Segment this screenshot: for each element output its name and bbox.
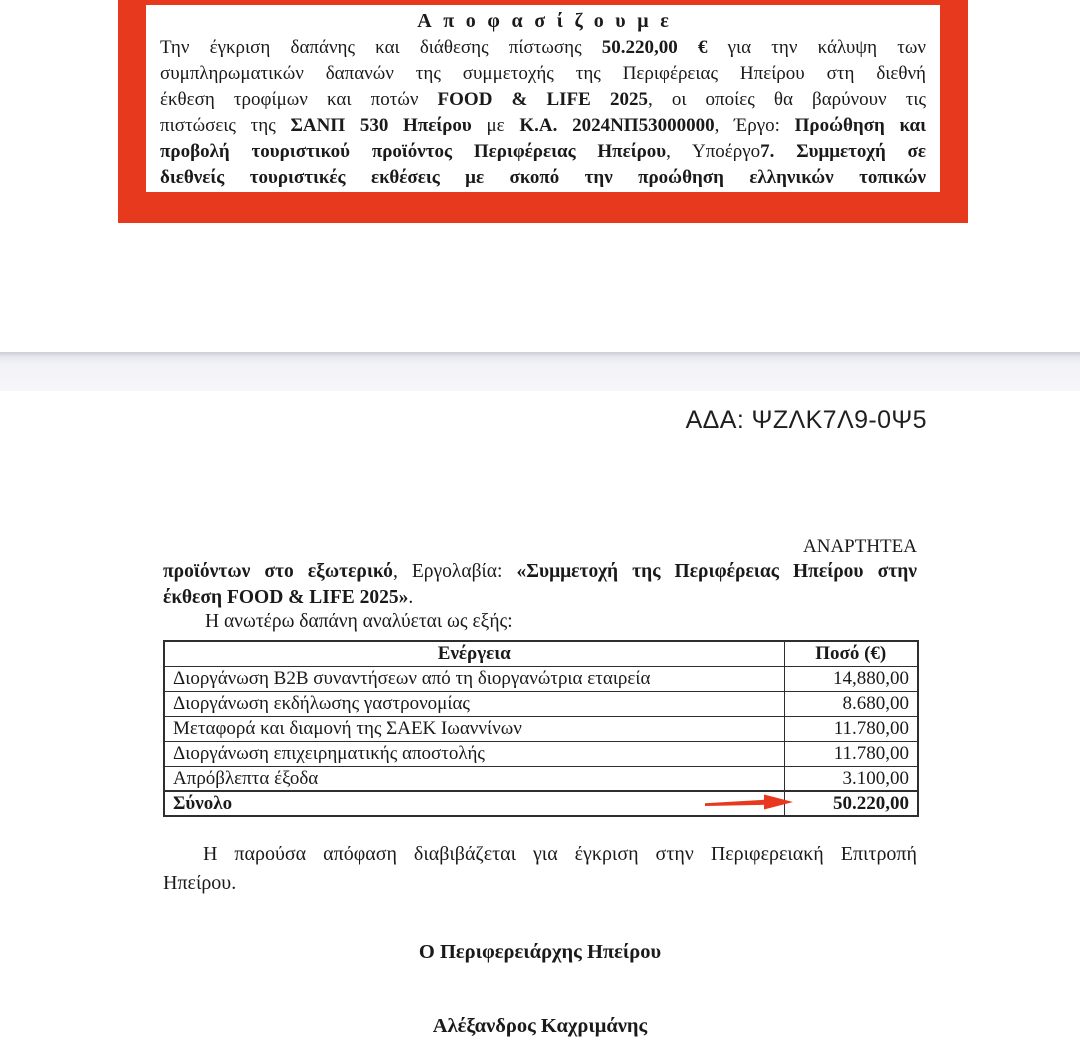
signature-role: Ο Περιφερειάρχης Ηπείρου xyxy=(418,941,662,963)
section-divider xyxy=(0,352,1080,391)
contract-paragraph-line-2: έκθεση FOOD & LIFE 2025». xyxy=(163,587,414,608)
decision-line-4: πιστώσεις της ΣΑΝΠ 530 Ηπείρου με Κ.Α. 2024ΝΠ53000000, Έργο: Προώθηση και xyxy=(160,115,927,136)
decision-line-3: έκθεση τροφίμων και ποτών FOOD & LIFE 2025, οι οποίες θα βαρύνουν τις xyxy=(160,89,927,110)
table-header-row xyxy=(164,641,918,666)
table-row xyxy=(164,766,918,791)
amount-cell: 3.100,00 xyxy=(784,766,918,791)
decision-line-2: συμπληρωματικών δαπανών της συμμετοχής της Περιφέρειας Ηπείρου στη διεθνή xyxy=(160,63,926,84)
closing-paragraph-line-2: Ηπείρου. xyxy=(163,872,237,894)
column-header-action: Ενέργεια xyxy=(164,641,784,666)
total-amount-cell: 50.220,00 xyxy=(784,791,918,816)
decision-line-5: προβολή τουριστικού προϊόντος Περιφέρειας Ηπείρου, Υποέργο7. Συμμετοχή σε xyxy=(160,141,926,162)
action-cell: Απρόβλεπτα έξοδα xyxy=(164,766,784,791)
decision-line-1: Την έγκριση δαπάνης και διάθεσης πίστωσης 50.220,00 € για την κάλυψη των xyxy=(160,37,927,58)
ada-code: ΑΔΑ: ΨΖΛΚ7Λ9-0Ψ5 xyxy=(685,406,927,434)
action-cell: Διοργάνωση Β2Β συναντήσεων από τη διοργανώτρια εταιρεία xyxy=(164,666,784,691)
expense-table xyxy=(163,640,919,817)
amount-cell: 11.780,00 xyxy=(784,741,918,766)
decision-highlight-box xyxy=(118,0,968,223)
decision-line-6: διεθνείς τουριστικές εκθέσεις με σκοπό την προώθηση ελληνικών τοπικών xyxy=(160,167,926,188)
red-arrow-icon xyxy=(704,790,796,814)
table-row xyxy=(164,741,918,766)
action-cell: Διοργάνωση εκδήλωσης γαστρονομίας xyxy=(164,691,784,716)
signature-name: Αλέξανδρος Καχριμάνης xyxy=(432,1015,648,1037)
action-cell: Μεταφορά και διαμονή της ΣΑΕΚ Ιωαννίνων xyxy=(164,716,784,741)
table-row xyxy=(164,691,918,716)
decision-title: Αποφασίζουμε xyxy=(417,10,681,32)
closing-paragraph-line-1: Η παρούσα απόφαση διαβιβάζεται για έγκριση στην Περιφερειακή Επιτροπή xyxy=(203,843,917,865)
action-cell: Διοργάνωση επιχειρηματικής αποστολής xyxy=(164,741,784,766)
contract-paragraph-line-1: προϊόντων στο εξωτερικό, Εργολαβία: «Συμμετοχή της Περιφέρειας Ηπείρου στην xyxy=(163,561,918,582)
table-intro-line: Η ανωτέρω δαπάνη αναλύεται ως εξής: xyxy=(205,611,513,632)
total-label-cell: Σύνολο xyxy=(164,791,784,816)
table-total-row xyxy=(164,791,918,816)
amount-cell: 11.780,00 xyxy=(784,716,918,741)
decision-text-area xyxy=(146,5,940,192)
posting-status-label: ΑΝΑΡΤΗΤΕΑ xyxy=(803,536,917,557)
amount-cell: 8.680,00 xyxy=(784,691,918,716)
table-row xyxy=(164,716,918,741)
amount-cell: 14,880,00 xyxy=(784,666,918,691)
table-row xyxy=(164,666,918,691)
column-header-amount: Ποσό (€) xyxy=(784,641,918,666)
